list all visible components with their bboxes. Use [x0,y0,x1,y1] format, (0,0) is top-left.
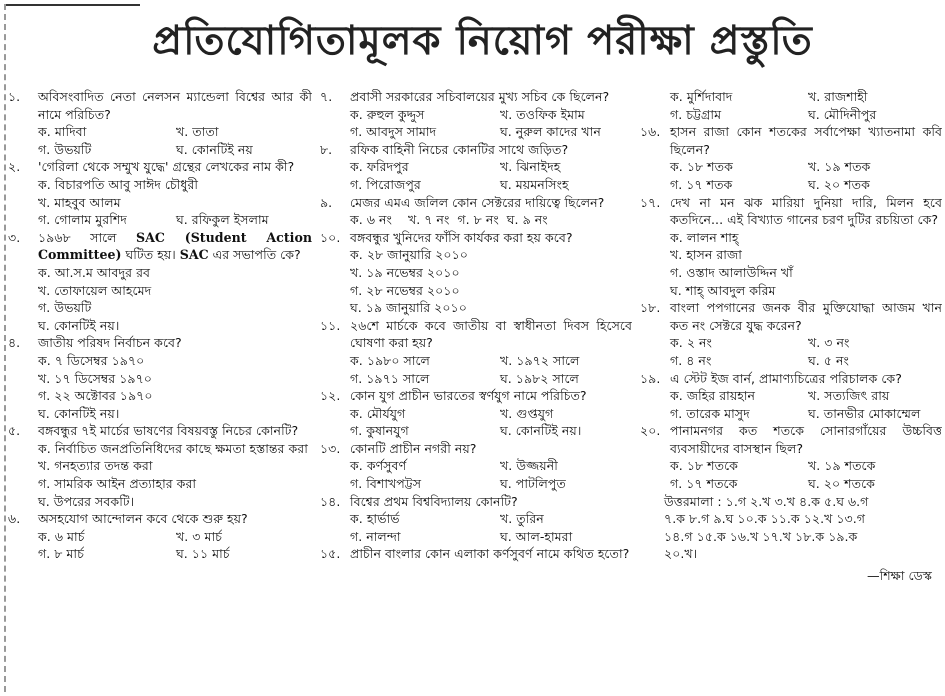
option-b: খ. ১৭ ডিসেম্বর ১৯৭০ [38,370,152,386]
question-15-continued [640,88,942,123]
option-a: ক. ২ নং [670,335,712,351]
option-b: খ. রাজশাহী [808,89,868,104]
question-number: ৪. [8,335,21,351]
column-2 [320,88,632,694]
option-a: ক. ১৯৮০ সালে [350,352,430,368]
option-d: ঘ. ৫ নং [808,352,849,368]
option-c: গ. ৮ নং [457,212,499,228]
option-a: ক. আ.স.ম আবদুর রব [38,264,151,280]
question-number: ৫. [8,423,21,439]
option-b: খ. হাসন রাজা [670,247,742,263]
option-d: ঘ. আল-হামরা [500,528,573,544]
option-a: ক. ৭ ডিসেম্বর ১৯৭০ [38,352,145,368]
option-d: ঘ. কোনটিই নয়। [38,405,120,421]
question-number: ১. [8,89,21,104]
question-5 [8,422,312,510]
answer-key-line: ২০.খ। [664,546,698,562]
question-13 [320,440,632,493]
option-a: ক. নির্বাচিত জনপ্রতিনিধিদের কাছে ক্ষমতা হস্তান্তর করা [38,440,308,456]
option-c: গ. চট্টগ্রাম [670,106,722,122]
option-d: ঘ. ১৯ জানুয়ারি ২০১০ [350,300,467,316]
question-number: ১৪. [320,493,341,509]
option-a: ক. হার্ভার্ভ [350,511,400,527]
option-d: ঘ. কোনটিই নয়। [38,317,120,333]
question-number: ৬. [8,511,21,527]
option-c: গ. উভয়টি [38,300,92,316]
option-b: খ. গনহত্যার তদন্ত করা [38,458,153,474]
option-a: ক. ২৮ জানুয়ারি ২০১০ [350,247,468,263]
option-c: গ. ২২ অক্টোবর ১৯৭০ [38,388,153,404]
option-c: গ. কুষানযুগ [350,423,409,439]
option-c: গ. তারেক মাসুদ [670,405,750,421]
question-4 [8,334,312,422]
question-text-part: ১৯৬৮ সালে [38,229,117,245]
question-text: হাসন রাজা কোন শতকের সর্বাপেক্ষা খ্যাতনামা কবি ছিলেন? [670,124,942,157]
option-c: গ. ওস্তাদ আলাউদ্দিন খাঁ [670,264,793,280]
option-c: গ. গোলাম মুরশিদ [38,212,127,228]
top-rule [6,4,140,6]
question-text: রফিক বাহিনী নিচের কোনটির সাথে জড়িত? [350,141,569,157]
answer-key-line: ৭.ক ৮.গ ৯.ঘ ১০.ক ১১.ক ১২.খ ১৩.গ [664,511,865,527]
question-text: জাতীয় পরিষদ নির্বাচন কবে? [38,335,182,351]
question-text: মেজর এমএ জলিল কোন সেক্টরের দায়িত্বে ছিলেন? [350,194,605,210]
question-number: ৮. [320,141,333,157]
question-text-part: এর সভাপতি কে? [212,247,301,263]
option-d: ঘ. ১৯৮২ সালে [500,370,579,386]
option-a: ক. কর্ণসুবর্ণ [350,458,407,474]
question-number: ৯. [320,194,333,210]
question-text: বিশ্বের প্রথম বিশ্ববিদ্যালয় কোনটি? [350,493,518,509]
option-a: ক. মাদিবা [38,124,87,140]
question-number: ৩. [8,229,21,245]
question-number: ১৬. [640,124,661,140]
option-c: গ. ১৯৭১ সালে [350,370,430,386]
option-a: ক. জহির রায়হান [670,388,756,404]
answer-key-line: উত্তরমালা : ১.গ ২.খ ৩.খ ৪.ক ৫.ঘ ৬.গ [664,493,869,509]
option-d: ঘ. ২০ শতক [808,176,870,192]
credit-line: —শিক্ষা ডেস্ক [867,568,932,584]
option-d: ঘ. কোনটিই নয়। [500,423,582,439]
option-a: ক. ১৮ শতকে [670,458,738,474]
option-b: খ. উজ্জয়নী [500,458,558,474]
question-19 [640,370,942,423]
option-c: গ. নালন্দা [350,528,401,544]
question-16 [640,123,942,193]
question-number: ১৭. [640,194,661,210]
option-d: ঘ. ১১ মার্চ [176,546,230,562]
option-c: গ. পিরোজপুর [350,176,421,192]
option-c: গ. ৮ মার্চ [38,546,84,562]
option-d: ঘ. কোনটিই নয় [176,141,253,157]
option-a: ক. মুর্শিদাবাদ [670,89,733,104]
answer-key [640,493,942,585]
question-14 [320,493,632,546]
question-number: ৭. [320,89,333,104]
column-3 [640,88,942,694]
option-b: খ. ১৯ শতকে [808,458,876,474]
question-11 [320,317,632,387]
question-7 [320,88,632,141]
option-b: খ. তোফায়েল আহমেদ [38,282,152,298]
question-number: ২০. [640,423,661,439]
option-b: খ. তওফিক ইমাম [500,106,585,122]
option-a: ক. ৬ নং [350,212,392,228]
question-text: অবিসংবাদিত নেতা নেলসন ম্যান্ডেলা বিশ্বের আর কী নামে পরিচিত? [38,89,312,122]
question-number: ১০. [320,229,341,245]
option-d: ঘ. ময়মনসিংহ [500,176,569,192]
option-b: খ. ৭ নং [407,212,450,228]
option-a: ক. মৌর্যযুগ [350,405,406,421]
question-text: বঙ্গবন্ধুর ৭ই মার্চের ভাষণের বিষয়বস্তু নিচের কোনটি? [38,423,299,439]
option-b: খ. ৩ নং [808,335,850,351]
question-8 [320,141,632,194]
option-d: ঘ. ২০ শতকে [808,476,875,492]
question-3 [8,229,312,335]
question-text-english: SAC (Student Action Committee) [38,229,312,263]
question-18 [640,299,942,369]
option-d: ঘ. মৌদিনীপুর [808,106,877,122]
question-text: প্রবাসী সরকারের সচিবালয়ের মুখ্য সচিব কে ছিলেন? [350,89,610,104]
option-d: ঘ. তানভীর মোকাম্মেল [808,405,921,421]
question-text: কোনটি প্রাচীন নগরী নয়? [350,440,477,456]
question-17 [640,194,942,300]
question-number: ১৩. [320,440,341,456]
question-text: 'গেরিলা থেকে সম্মুখ যুদ্ধে' গ্রন্থের লেখকের নাম কী? [38,159,295,175]
question-text: পানামনগর কত শতকে সোনারগাঁয়ের উচ্চবিত্ত ব্যবসায়ীদের বাসস্থান ছিল? [670,423,942,456]
question-text [38,229,312,264]
option-a: ক. ৬ মার্চ [38,528,85,544]
option-c: গ. ২৮ নভেম্বর ২০১০ [350,282,460,298]
question-15 [320,545,632,563]
question-12 [320,387,632,440]
page-title: প্রতিযোগিতামূলক নিয়োগ পরীক্ষা প্রস্তুতি [152,17,813,64]
question-number: ১১. [320,317,341,333]
option-b: খ. তাতা [176,124,219,140]
question-text: ২৬শে মার্চকে কবে জাতীয় বা স্বাধীনতা দিবস হিসেবে ঘোষণা করা হয়? [350,317,632,351]
option-c: গ. উভয়টি [38,141,92,157]
option-c: গ. সামরিক আইন প্রত্যাহার করা [38,476,197,492]
option-d: ঘ. উপরের সবকটি। [38,493,135,509]
question-text: অসহযোগ আন্দোলন কবে থেকে শুরু হয়? [38,511,248,527]
option-b: খ. গুপ্তযুগ [500,405,554,421]
option-b: খ. সত্যজিৎ রায় [808,388,890,404]
option-a: ক. লালন শাহ্ [670,229,739,245]
question-text-part: ঘটিত হয়। [125,247,176,263]
option-c: গ. ১৭ শতকে [670,476,738,492]
question-number: ১৫. [320,546,341,562]
question-text: বাংলা পপগানের জনক বীর মুক্তিযোদ্ধা আজম খান কত নং সেক্টরে যুদ্ধ করেন? [670,300,942,333]
question-text: কোন যুগ প্রাচীন ভারতের স্বর্ণযুগ নামে পরিচিত? [350,388,587,404]
option-d: ঘ. ৯ নং [506,212,548,228]
option-c: গ. ৪ নং [670,352,712,368]
option-b: খ. ঝিনাইদহ [500,159,561,175]
question-10 [320,229,632,317]
question-9 [320,194,632,229]
option-b: খ. ১৯ নভেম্বর ২০১০ [350,264,460,280]
question-text: এ স্টেট ইজ বার্ন, প্রামাণ্যচিত্রের পরিচালক কে? [670,370,902,386]
option-b: খ. ৩ মার্চ [176,528,222,544]
option-d: ঘ. পাটলিপুত [500,476,566,492]
question-text: প্রাচীন বাংলার কোন এলাকা কর্ণসুবর্ণ নামে কথিত হতো? [350,546,630,562]
option-b: খ. ১৯ শতক [808,159,871,175]
option-c: গ. বিশাখপট্টস [350,476,422,492]
question-number: ১৯. [640,370,661,386]
option-c: গ. আবদুস সামাদ [350,124,437,140]
option-d: ঘ. নুরুল কাদের খান [500,124,601,140]
option-a: ক. ১৮ শতক [670,159,733,175]
question-6 [8,510,312,563]
option-b: খ. তুরিন [500,511,544,527]
question-text: বঙ্গবন্ধুর খুনিদের ফাঁসি কার্যকর করা হয় কবে? [350,229,573,245]
options-inline [320,211,632,229]
question-2 [8,158,312,228]
question-text-english: SAC [179,247,209,263]
question-number: ১২. [320,388,341,404]
option-a: ক. বিচারপতি আবু সাঈদ চৌধুরী [38,176,199,192]
answer-key-line: ১৪.গ ১৫.ক ১৬.খ ১৭.খ ১৮.ক ১৯.ক [664,528,858,544]
column-1 [8,88,312,694]
option-b: খ. ১৯৭২ সালে [500,352,580,368]
option-d: ঘ. রফিকুল ইসলাম [176,212,269,228]
question-text: দেখ না মন ঝক মারিয়া দুনিয়া দারি, মিলন হবে কতদিনে... এই বিখ্যাত গানের চরণ দুটির রচয়িতা কে? [670,194,942,228]
option-a: ক. ফরিদপুর [350,159,409,175]
question-1 [8,88,312,158]
option-a: ক. রুহুল কুদ্দুস [350,106,425,122]
question-number: ২. [8,159,21,175]
option-c: গ. ১৭ শতক [670,176,733,192]
option-b: খ. মাহবুব আলম [38,194,121,210]
question-number: ১৮. [640,300,661,316]
option-d: ঘ. শাহ্ আবদুল করিম [670,282,776,298]
question-20 [640,422,942,492]
left-margin-rule [4,4,6,692]
